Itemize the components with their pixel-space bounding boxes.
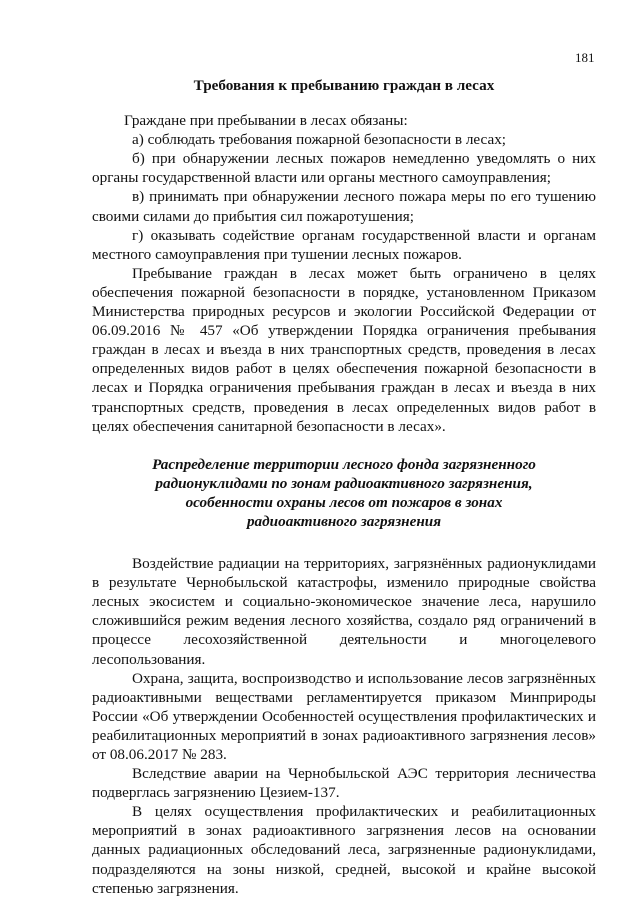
- paragraph: Вследствие аварии на Чернобыльской АЭС территория лесничества подверглась загрязнению Цезием-137.: [92, 765, 596, 802]
- subsection-title-line: Распределение территории лесного фонда загрязненного: [152, 455, 536, 473]
- section-title: Требования к пребыванию граждан в лесах: [193, 77, 495, 94]
- page-number: 181: [575, 50, 595, 65]
- subsection-title-line: особенности охраны лесов от пожаров в зонах: [185, 493, 503, 511]
- paragraph: Граждане при пребывании в лесах обязаны:: [124, 112, 408, 130]
- list-item: б) при обнаружении лесных пожаров немедленно уведомлять о них органы государственной власти или органы местного самоуправления;: [92, 150, 596, 187]
- list-item: г) оказывать содействие органам государственной власти и органам местного самоуправления при тушении лесных пожаров.: [92, 226, 596, 263]
- subsection-title-line: радионуклидами по зонам радиоактивного загрязнения,: [155, 474, 533, 492]
- paragraph: Воздействие радиации на территориях, загрязнённых радионуклидами в результате Чернобыльской катастрофы, изменило природные свойства лесных экосистем и социально-экономическое значение леса, нарушило сложившийся режим ведения лесного хозяйства, создало ряд ограничений в процессе лесохозяйственной деятельности и многоцелевого лесопользования.: [92, 555, 596, 668]
- page-content: [92, 76, 596, 898]
- subsection-title-line: радиоактивного загрязнения: [246, 512, 442, 530]
- paragraph: В целях осуществления профилактических и реабилитационных мероприятий в зонах радиоактивного загрязнения лесов на основании данных радиационных обследований леса, загрязненные радионуклидами, подразделяются на зоны низкой, средней, высокой и крайне высокой степенью загрязнения.: [92, 803, 596, 897]
- list-item: а) соблюдать требования пожарной безопасности в лесах;: [132, 131, 507, 149]
- paragraph: Охрана, защита, воспроизводство и использование лесов загрязнённых радиоактивными веществами регламентируется приказом Минприроды России «Об утверждении Особенностей осуществления профилактических и реабилитационных мероприятий в зонах радиоактивного загрязнения лесов» от 08.06.2017 № 283.: [92, 669, 596, 763]
- subsection-title: [92, 455, 596, 531]
- list-item: в) принимать при обнаружении лесного пожара меры по его тушению своими силами до прибытия сил пожаротушения;: [92, 188, 596, 225]
- paragraph: Пребывание граждан в лесах может быть ограничено в целях обеспечения пожарной безопасности в порядке, установленном Приказом Министерства природных ресурсов и экологии Российской Федерации от 06.09.2016 № 457 «Об утверждении Порядка ограничения пребывания граждан в лесах и въезда в них транспортных средств, проведения в лесах определенных видов работ в целях обеспечения пожарной безопасности в лесах и Порядка ограничения пребывания граждан в лесах и въезда в них транспортных средств, проведения в лесах определенных видов работ в целях обеспечения санитарной безопасности в лесах».: [92, 264, 596, 435]
